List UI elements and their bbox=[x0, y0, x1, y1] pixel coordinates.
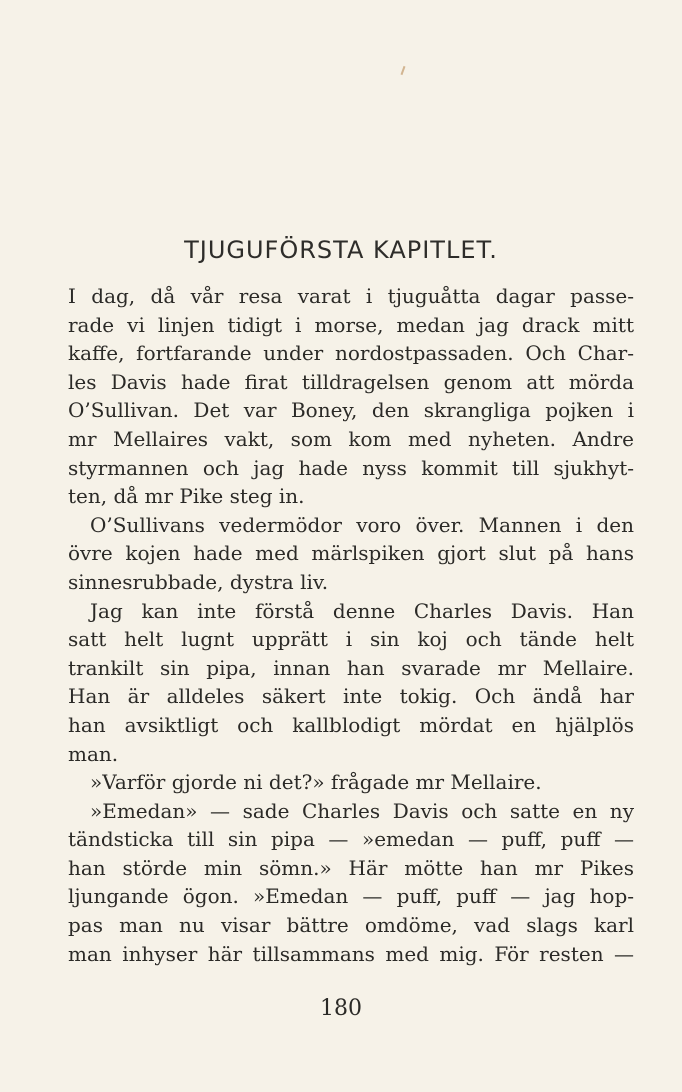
page-number: 180 bbox=[320, 996, 362, 1021]
paper-speck bbox=[401, 66, 406, 75]
text-line: »Varför gjorde ni det?» frågade mr Mellaire. bbox=[90, 770, 542, 795]
text-line: man inhyser här tillsammans med mig. För resten — bbox=[68, 941, 634, 966]
body-text bbox=[68, 282, 634, 968]
text-line: satt helt lugnt upprätt i sin koj och tände helt bbox=[68, 627, 634, 652]
text-line: les Davis hade firat tilldragelsen genom att mörda bbox=[68, 369, 634, 394]
text-line: tändsticka till sin pipa — »emedan — puff, puff — bbox=[68, 827, 634, 852]
text-line: O’Sullivans vedermödor voro över. Mannen i den bbox=[90, 512, 634, 537]
text-line: Han är alldeles säkert inte tokig. Och ändå har bbox=[68, 684, 634, 709]
text-line: styrmannen och jag hade nyss kommit till sjukhyt- bbox=[68, 455, 634, 480]
text-line: »Emedan» — sade Charles Davis och satte en ny bbox=[90, 798, 634, 823]
chapter-title: TJUGUFÖRSTA KAPITLET. bbox=[184, 236, 498, 264]
text-line: pas man nu visar bättre omdöme, vad slags karl bbox=[68, 913, 634, 938]
text-line: rade vi linjen tidigt i morse, medan jag drack mitt bbox=[68, 312, 634, 337]
text-line: Jag kan inte förstå denne Charles Davis. Han bbox=[90, 598, 634, 623]
text-line: O’Sullivan. Det var Boney, den skrangliga pojken i bbox=[68, 398, 634, 423]
text-line: ljungande ögon. »Emedan — puff, puff — jag hop- bbox=[68, 884, 634, 909]
text-line: han störde min sömn.» Här mötte han mr Pikes bbox=[68, 855, 634, 880]
text-line: mr Mellaires vakt, som kom med nyheten. Andre bbox=[68, 426, 634, 451]
text-line: kaffe, fortfarande under nordostpassaden. Och Char- bbox=[68, 341, 634, 366]
text-line: sinnesrubbade, dystra liv. bbox=[68, 569, 329, 594]
text-line: ten, då mr Pike steg in. bbox=[68, 484, 305, 509]
text-line: han avsiktligt och kallblodigt mördat en hjälplös bbox=[68, 712, 634, 737]
text-line: I dag, då vår resa varat i tjuguåtta dagar passe- bbox=[68, 284, 634, 308]
text-line: övre kojen hade med märlspiken gjort slut på hans bbox=[68, 541, 634, 566]
text-line: man. bbox=[68, 741, 119, 766]
text-line: trankilt sin pipa, innan han svarade mr Mellaire. bbox=[68, 655, 634, 680]
